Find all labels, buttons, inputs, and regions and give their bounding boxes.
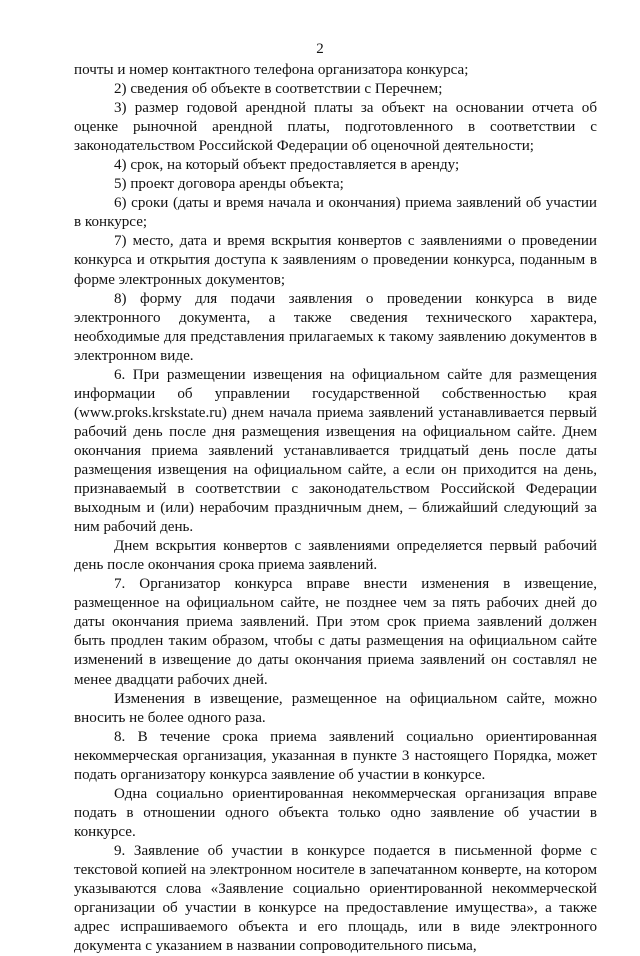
- paragraph-12: 8. В течение срока приема заявлений социально ориентированная некоммерческая организация, указанная в пункте 3 настоящего Порядка, может подать организатору конкурса заявление об участии в конкурсе.: [74, 728, 597, 783]
- paragraph-13: Одна социально ориентированная некоммерческая организация вправе подать в отношении одного объекта только одно заявление об участии в конкурсе.: [74, 785, 597, 840]
- paragraph-6: 7) место, дата и время вскрытия конвертов с заявлениями о проведении конкурса и открытия доступа к заявлениям о проведении конкурса, поданным в форме электронных документов;: [74, 233, 597, 288]
- paragraph-10: 7. Организатор конкурса вправе внести изменения в извещение, размещенное на официальном сайте, не позднее чем за пять рабочих дней до даты окончания приема заявлений. При этом срок приема заявлений должен быть продлен таким образом, чтобы с даты размещения на официальном сайте изменений в извещение до даты окончания приема заявлений он составлял не менее двадцати рабочих дней.: [74, 576, 597, 688]
- document-body: [74, 61, 597, 956]
- paragraph-0: почты и номер контактного телефона организатора конкурса;: [74, 62, 469, 78]
- page-number: 2: [316, 41, 324, 57]
- paragraph-9: Днем вскрытия конвертов с заявлениями определяется первый рабочий день после окончания срока приема заявлений.: [74, 538, 597, 574]
- paragraph-11: Изменения в извещение, размещенное на официальном сайте, можно вносить не более одного раза.: [74, 690, 597, 726]
- paragraph-1: 2) сведения об объекте в соответствии с Перечнем;: [114, 81, 443, 98]
- paragraph-3: 4) срок, на который объект предоставляется в аренду;: [114, 157, 460, 174]
- paragraph-5: 6) сроки (даты и время начала и окончания) приема заявлений об участии в конкурсе;: [74, 195, 597, 231]
- paragraph-7: 8) форму для подачи заявления о проведении конкурса в виде электронного документа, а также сведения технического характера, необходимые для представления прилагаемых к такому заявлению документов в электронном виде.: [74, 290, 597, 364]
- paragraph-4: 5) проект договора аренды объекта;: [114, 176, 344, 193]
- paragraph-2: 3) размер годовой арендной платы за объект на основании отчета об оценке рыночной арендной платы, подготовленного в соответствии с законодательством Российской Федерации об оценочной деятельности;: [74, 100, 597, 155]
- paragraph-8: 6. При размещении извещения на официальном сайте для размещения информации об управлении государственной собственностью края (www.proks.krskstate.ru) днем начала приема заявлений устанавливается первый рабочий день после дня размещения извещения на официальном сайте. Днем окончания приема заявлений устанавливается тридцатый день после даты размещения извещения на официальном сайте, а если он приходится на день, признаваемый в соответствии с законодательством Российской Федерации выходным и (или) нерабочим праздничным днем, – ближайший следующий за ним рабочий день.: [74, 366, 597, 536]
- paragraph-14: 9. Заявление об участии в конкурсе подается в письменной форме с текстовой копией на электронном носителе в запечатанном конверте, на котором указываются слова «Заявление социально ориентированной некоммерческой организации об участии в конкурсе на предоставление имущества», а также адрес испрашиваемого объекта и его площадь, или в виде электронного документа с указанием в названии сопроводительного письма,: [74, 842, 597, 955]
